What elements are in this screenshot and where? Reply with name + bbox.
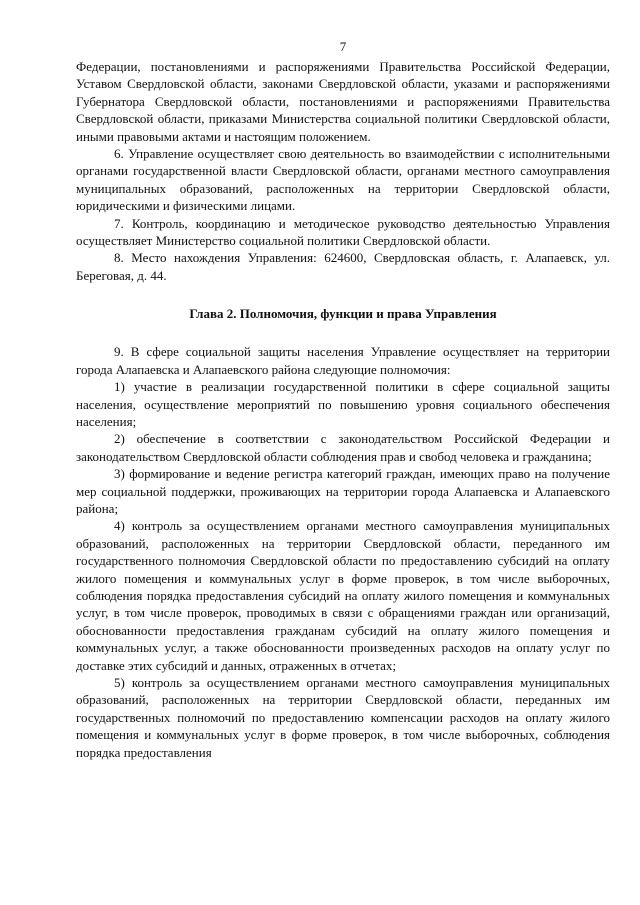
paragraph-item-6: 6. Управление осуществляет свою деятельность во взаимодействии с исполнительными органами государственной власти Свердловской области, органами местного самоуправления муниципальных образований, расположенных на территории Свердловской области, юридическими и физическими лицами.: [76, 146, 610, 214]
paragraph-continuation: Федерации, постановлениями и распоряжениями Правительства Российской Федерации, Уставом Свердловской области, законами Свердловской области, указами и распоряжениями Губернатора Свердловской области, постановлениями и распоряжениями Правительства Свердловской области, приказами Министерства социальной политики Свердловской области, иными правовыми актами и настоящим положением.: [76, 59, 610, 144]
subitem-5: 5) контроль за осуществлением органами местного самоуправления муниципальных образований, расположенных на территории Свердловской области, переданных им государственных полномочий по предоставлению компенсации расходов на оплату жилого помещения и коммунальных услуг в форме проверок, в том числе выборочных, соблюдения порядка предоставления: [76, 675, 610, 760]
subitem-2: 2) обеспечение в соответствии с законодательством Российской Федерации и законодательством Свердловской области соблюдения прав и свобод человека и гражданина;: [76, 431, 610, 464]
subitem-4: 4) контроль за осуществлением органами местного самоуправления муниципальных образований, расположенных на территории Свердловской области, переданного им государственного полномочия Свердловской области по предоставлению субсидий на оплату жилого помещения и коммунальных услуг в форме проверок, в том числе выборочных, соблюдения порядка предоставления субсидий на оплату жилого помещения и коммунальных услуг, в том числе проверок, проводимых в связи с обращениями граждан или организаций, обоснованности предоставления гражданам субсидий на оплату жилого помещения и коммунальных услуг, а также обоснованности произведенных расходов на оплату услуг по доставке этих субсидий и данных, отраженных в отчетах;: [76, 518, 610, 673]
chapter-title: Глава 2. Полномочия, функции и права Управления: [189, 306, 497, 322]
subitem-3: 3) формирование и ведение регистра категорий граждан, имеющих право на получение мер социальной поддержки, проживающих на территории города Алапаевска и Алапаевского района;: [76, 466, 610, 516]
paragraph-item-8: 8. Место нахождения Управления: 624600, Свердловская область, г. Алапаевск, ул. Береговая, д. 44.: [76, 250, 610, 283]
page-number: 7: [339, 39, 347, 54]
paragraph-item-7: 7. Контроль, координацию и методическое руководство деятельностью Управления осуществляет Министерство социальной политики Свердловской области.: [76, 215, 610, 249]
subitem-1: 1) участие в реализации государственной политики в сфере социальной защиты населения, осуществление мероприятий по повышению уровня социального обеспечения населения;: [76, 379, 610, 429]
paragraph-item-9: 9. В сфере социальной защиты населения Управление осуществляет на территории города Алапаевска и Алапаевского района следующие полномочия:: [76, 344, 610, 377]
